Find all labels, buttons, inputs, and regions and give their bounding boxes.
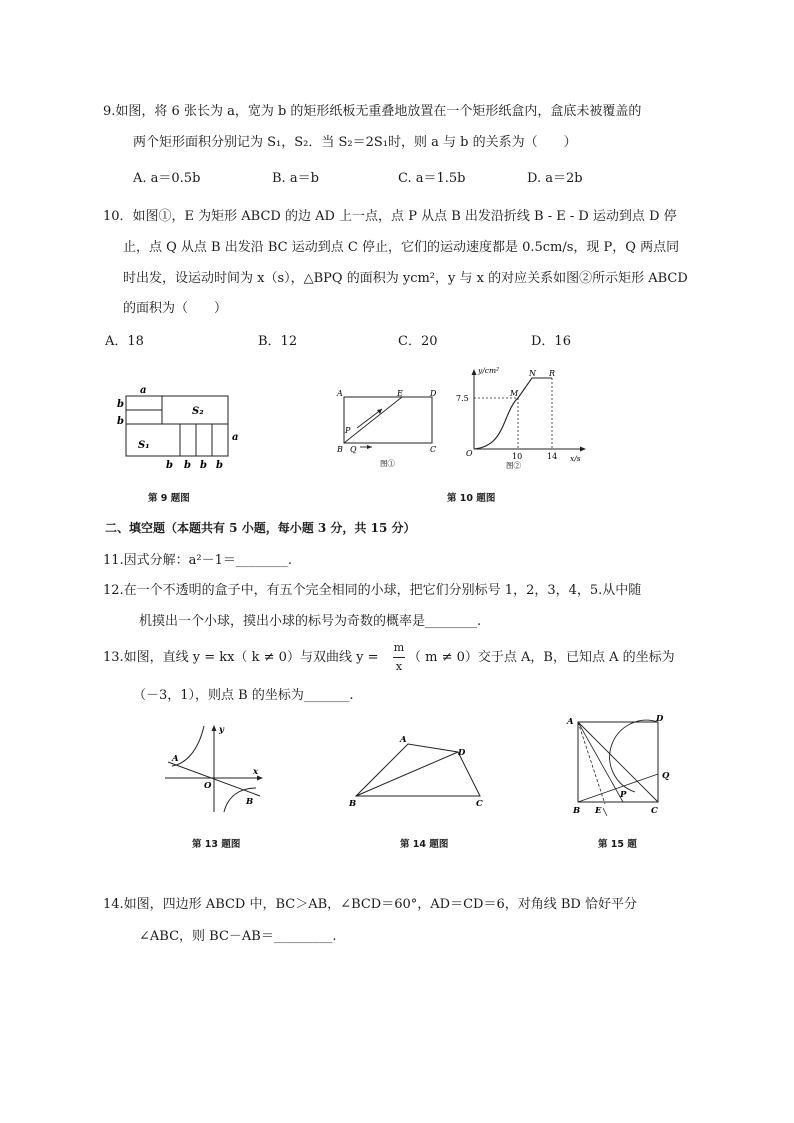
fig9-label-bottom-b1: b (166, 460, 173, 471)
q13-fraction-denominator: x (395, 660, 403, 673)
q9-line1: 9.如图，将 6 张长为 a，宽为 b 的矩形纸板无重叠地放置在一个矩形纸盒内，盒底未被覆盖的 (103, 104, 642, 119)
q13-line1-part2: （ m ≠ 0）交于点 A，B，已知点 A 的坐标为 (408, 650, 675, 665)
fig10-graph (452, 364, 592, 472)
fig14-label-d: D (458, 748, 466, 758)
q13-line1-part1: 13.如图，直线 y = kx（ k ≠ 0）与双曲线 y = (103, 650, 379, 665)
q10-line4: 的面积为（ ） (123, 301, 228, 316)
fig14-label-b: B (349, 799, 357, 809)
fig10-graph-y-tick: 7.5 (456, 394, 469, 403)
fig9-label-a-right: a (232, 432, 239, 443)
fig9-label-s1: S₁ (138, 440, 150, 451)
fig9-diagram (110, 380, 240, 475)
fig14-diagram (340, 730, 500, 810)
fig10-graph-x-tick-10: 10 (512, 452, 523, 461)
q10-option-a: A．18 (105, 334, 144, 349)
fig9-label-bottom-b4: b (216, 460, 223, 471)
q10-line3: 时出发，设运动时间为 x（s），△BPQ 的面积为 ycm²，y 与 x 的对应关系如图②所示矩形 ABCD (123, 271, 688, 286)
fig9-label-b1: b (117, 399, 124, 410)
q12-line2: 机摸出一个小球，摸出小球的标号为奇数的概率是________. (139, 614, 482, 629)
q9-option-c: C. a＝1.5b (398, 171, 466, 186)
fig15-label-c: C (651, 806, 658, 816)
fig10-rectangle-diagram (332, 385, 442, 470)
fig13-label-y: y (219, 725, 224, 735)
fig15-label-p: P (620, 790, 627, 800)
fig9-label-bottom-b2: b (184, 460, 191, 471)
q9-option-b: B. a＝b (272, 171, 319, 186)
fig10-label-a: A (337, 389, 343, 398)
fig10-graph-label-m: M (510, 389, 519, 398)
fig15-caption: 第 15 题 (598, 839, 637, 850)
fig10-sub-1: 图① (380, 459, 395, 468)
q10-line2: 止，点 Q 从点 B 出发沿 BC 运动到点 C 停止，它们的运动速度都是 0.5cm/s，现 P，Q 两点同 (123, 240, 680, 255)
fig9-label-b2: b (117, 416, 124, 427)
fig15-label-b: B (573, 806, 581, 816)
fig9-label-bottom-b3: b (200, 460, 207, 471)
fig10-graph-yaxis-label: y/cm² (478, 366, 500, 375)
q9-option-a: A. a＝0.5b (133, 171, 201, 186)
fig10-label-p: P (345, 426, 351, 435)
fig13-caption: 第 13 题图 (192, 839, 241, 850)
q14-line2: ∠ABC，则 BC－AB＝_________. (139, 929, 337, 944)
q10-option-c: C．20 (398, 334, 438, 349)
fig9-caption: 第 9 题图 (148, 493, 190, 504)
fig10-graph-xaxis-label: x/s (570, 454, 581, 463)
fig13-label-a: A (172, 754, 179, 764)
fig10-label-e: E (397, 389, 403, 398)
fig13-label-x: x (253, 767, 259, 777)
fig14-caption: 第 14 题图 (400, 839, 449, 850)
fig15-label-d: D (656, 714, 664, 724)
fig9-label-a-top: a (140, 385, 147, 396)
q9-line2: 两个矩形面积分别记为 S₁，S₂．当 S₂＝2S₁时，则 a 与 b 的关系为（ ） (133, 135, 577, 150)
fig10-graph-label-r: R (549, 369, 556, 378)
fig15-diagram (563, 712, 683, 822)
fig9-label-s2: S₂ (192, 406, 204, 417)
q9-option-d: D. a＝2b (527, 171, 583, 186)
fig13-diagram (160, 720, 270, 815)
fig13-label-b: B (246, 797, 254, 807)
q14-line1: 14.如图，四边形 ABCD 中，BC＞AB，∠BCD＝60°，AD＝CD＝6，对角线 BD 恰好平分 (103, 897, 637, 912)
q10-option-b: B．12 (258, 334, 298, 349)
q10-option-d: D．16 (531, 334, 571, 349)
fig13-label-o: O (204, 781, 212, 791)
fig15-label-e: E (595, 806, 602, 816)
fig10-graph-x-tick-14: 14 (547, 452, 558, 461)
fig10-sub-2: 图② (506, 461, 521, 470)
q13-fraction-numerator: m (393, 641, 405, 654)
fig10-label-d: D (430, 389, 437, 398)
q10-line1: 10．如图①，E 为矩形 ABCD 的边 AD 上一点，点 P 从点 B 出发沿折线 B - E - D 运动到点 D 停 (103, 209, 677, 224)
q13-line2: （－3，1），则点 B 的坐标为_______. (133, 688, 354, 703)
fig10-graph-origin: O (466, 449, 473, 458)
fig15-label-q: Q (662, 771, 670, 781)
fig10-label-c: C (430, 445, 437, 454)
fig15-label-a: A (567, 717, 574, 727)
fig10-caption: 第 10 题图 (447, 493, 496, 504)
fig14-label-c: C (476, 799, 483, 809)
q12-line1: 12.在一个不透明的盒子中，有五个完全相同的小球，把它们分别标号 1，2，3，4，5.从中随 (103, 583, 642, 598)
fig10-label-b: B (337, 445, 343, 454)
q11-text: 11.因式分解：a²－1＝________. (103, 553, 293, 568)
fig10-label-q: Q (350, 445, 357, 454)
q13-fraction-bar (393, 657, 405, 658)
fig14-label-a: A (400, 735, 407, 745)
fig10-graph-label-n: N (529, 369, 536, 378)
section2-heading: 二、填空题（本题共有 5 小题，每小题 3 分，共 15 分） (105, 521, 416, 535)
